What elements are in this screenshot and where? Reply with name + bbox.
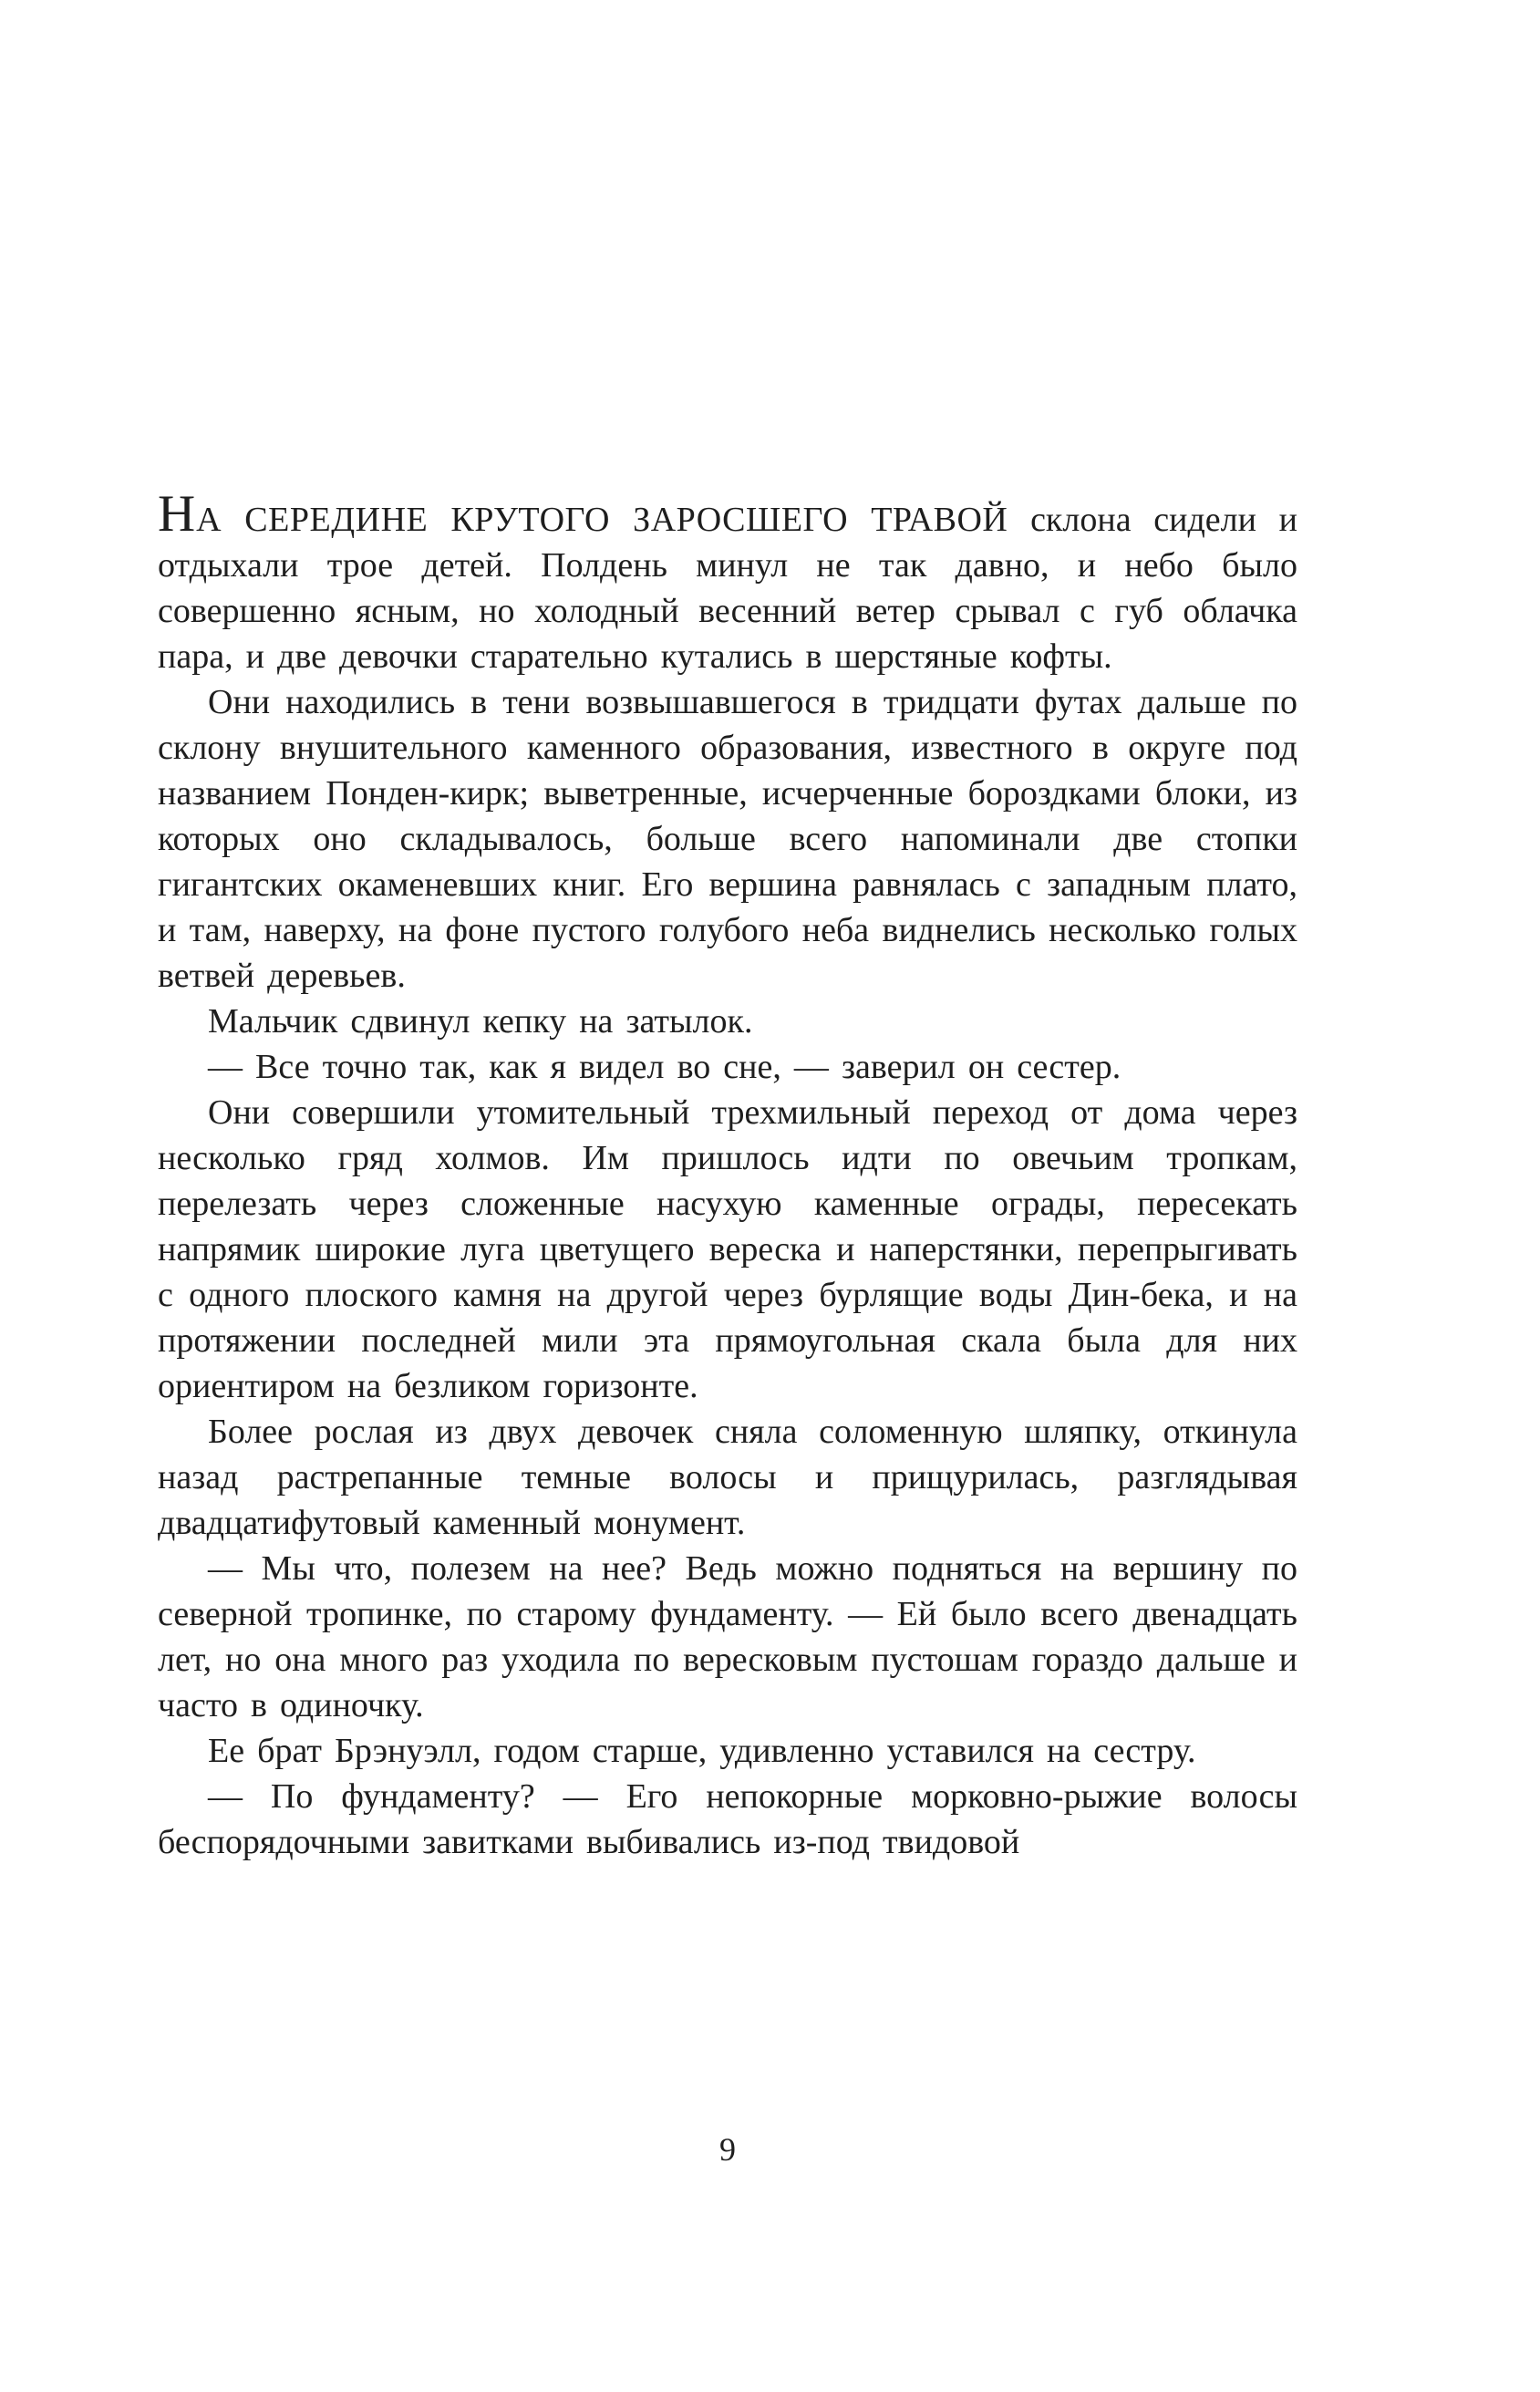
paragraph: — По фундаменту? — Его непокорные морковно-рыжие волосы беспорядочными завитками выбивались из-под твидовой xyxy=(158,1777,1297,1861)
opening-caps-text: А СЕРЕДИНЕ КРУТОГО ЗАРОСШЕГО ТРАВОЙ xyxy=(196,501,1008,539)
paragraph: Они совершили утомительный трехмильный переход от дома через несколько гряд холмов. Им пришлось идти по овечьим тропкам, перелезать через сложенные насухую каменные ограды, пересекать напрямик широкие луга цветущего вереска и наперстянки, перепрыгивать с одного плоского камня на другой через бурлящие воды Дин-бека, и на протяжении последней мили эта прямоугольная скала была для них ориентиром на безликом горизонте. xyxy=(158,1093,1297,1405)
page-number: 9 xyxy=(719,2131,736,2168)
paragraph: Более рослая из двух девочек сняла соломенную шляпку, откинула назад растрепанные темные волосы и прищурилась, разглядывая двадцатифутовый каменный монумент. xyxy=(158,1413,1297,1542)
paragraph: Ее брат Брэнуэлл, годом старше, удивленно уставился на сестру. xyxy=(208,1732,1196,1770)
paragraph: Они находились в тени возвышавшегося в тридцати футах дальше по склону внушительного каменного образования, известного в округе под названием Понден-кирк; выветренные, исчерченные бороздками блоки, из которых оно складывалось, больше всего напоминали две стопки гигантских окаменевших книг. Его вершина равнялась с западным плато, и там, наверху, на фоне пустого голубого неба виднелись несколько голых ветвей деревьев. xyxy=(158,683,1297,995)
opening-body-text: склона сидели и отдыхали трое детей. Полдень минул не так давно, и небо было совершенно ясным, но холодный весенний ветер срывал с губ облачка пара, и две девочки старательно кутались в шерстяные кофты. xyxy=(158,501,1297,676)
text-block xyxy=(158,485,1297,1865)
paragraph: — Все точно так, как я видел во сне, — заверил он сестер. xyxy=(208,1048,1121,1086)
paragraph: Мальчик сдвинул кепку на затылок. xyxy=(208,1002,753,1041)
initial-capital: Н xyxy=(158,485,197,543)
paragraph: — Мы что, полезем на нее? Ведь можно подняться на вершину по северной тропинке, по старому фундаменту. — Ей было всего двенадцать лет, но она много раз уходила по вересковым пустошам гораздо дальше и часто в одиночку. xyxy=(158,1549,1297,1724)
opening-paragraph xyxy=(158,485,1297,679)
